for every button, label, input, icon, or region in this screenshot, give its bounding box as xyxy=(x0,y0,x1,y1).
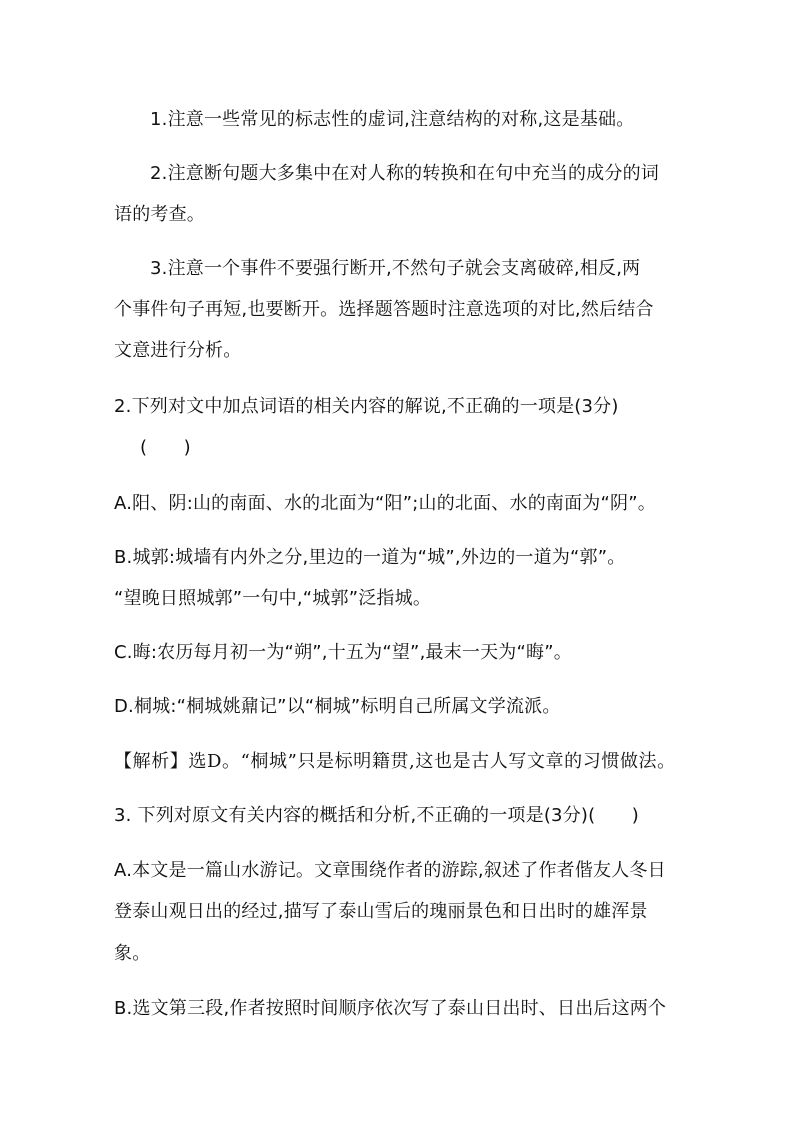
question-3: 3. 下列对原文有关内容的概括和分析,不正确的一项是(3分)( ) xyxy=(114,805,639,826)
tip-2: 2.注意断句题大多集中在对人称的转换和在句中充当的成分的词 xyxy=(150,163,659,184)
question-2: 2.下列对文中加点词语的相关内容的解说,不正确的一项是(3分) xyxy=(114,396,619,417)
option-a: A.阳、阴:山的南面、水的北面为“阳”;山的北面、水的南面为“阴”。 xyxy=(114,493,656,514)
q3-option-a-cont-2: 象。 xyxy=(114,943,151,964)
option-b: B.城郭:城墙有内外之分,里边的一道为“城”,外边的一道为“郭”。 xyxy=(114,547,626,568)
option-c: C.晦:农历每月初一为“朔”,十五为“望”,最末一天为“晦”。 xyxy=(114,642,572,663)
q3-option-b: B.选文第三段,作者按照时间顺序依次写了泰山日出时、日出后这两个 xyxy=(114,998,667,1019)
tip-3-cont-2: 文意进行分析。 xyxy=(114,340,242,361)
option-d: D.桐城:“桐城姚鼐记”以“桐城”标明自己所属文学流派。 xyxy=(114,696,561,717)
tip-2-cont: 语的考查。 xyxy=(114,204,205,225)
tip-1: 1.注意一些常见的标志性的虚词,注意结构的对称,这是基础。 xyxy=(150,109,635,130)
q3-option-a-cont: 登泰山观日出的经过,描写了泰山雪后的瑰丽景色和日出时的雄浑景 xyxy=(114,901,648,922)
option-b-cont: “望晚日照城郭”一句中,“城郭”泛指城。 xyxy=(114,588,432,609)
tip-3: 3.注意一个事件不要强行断开,不然句子就会支离破碎,相反,两 xyxy=(150,258,641,279)
q3-option-a: A.本文是一篇山水游记。文章围绕作者的游踪,叙述了作者偕友人冬日 xyxy=(114,860,666,881)
analysis: 【解析】选D。“桐城”只是标明籍贯,这也是古人写文章的习惯做法。 xyxy=(114,751,676,772)
question-2-bracket: ( ) xyxy=(140,437,191,458)
tip-3-cont: 个事件句子再短,也要断开。选择题答题时注意选项的对比,然后结合 xyxy=(114,299,654,320)
